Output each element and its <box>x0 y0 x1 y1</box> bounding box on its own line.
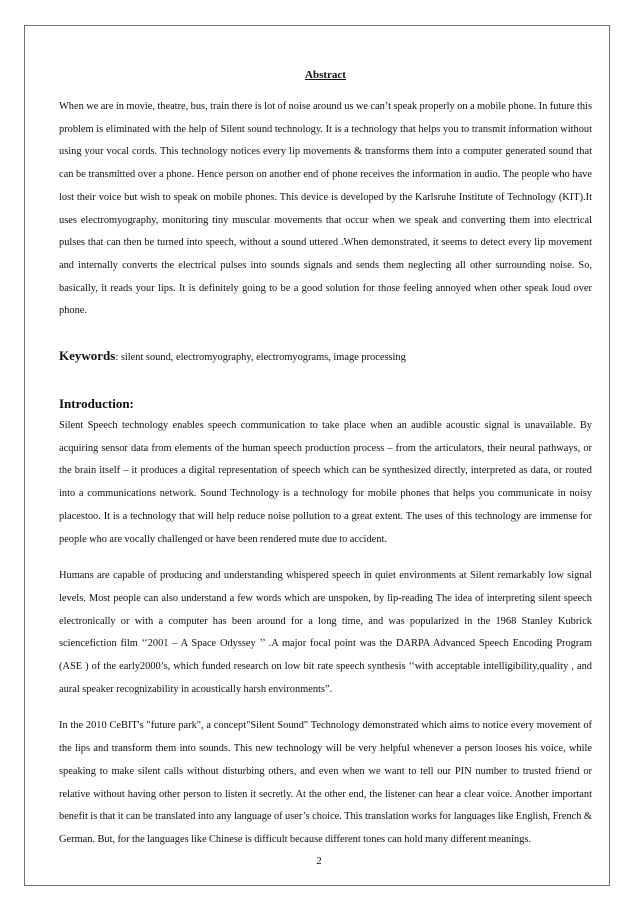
keywords-line <box>59 345 592 369</box>
page-number: 2 <box>316 855 322 867</box>
introduction-paragraph-1: Silent Speech technology enables speech communication to take place when an audible acoustic signal is unavailable. By acquiring sensor data from elements of the human speech production process – from the articulators, their neural pathways, or the brain itself – it produces a digital representation of speech which can be synthesized directly, interpreted as data, or routed into a communications network. Sound Technology is a technology for mobile phones that helps you communicate in noisy placestoo. It is a technology that will help reduce noise pollution to a great extent. The uses of this technology are immense for people who are vocally challenged or have been rendered mute due to accident. <box>59 420 592 545</box>
keywords-text: : silent sound, electromyography, electromyograms, image processing <box>115 352 406 364</box>
introduction-paragraph-2: Humans are capable of producing and understanding whispered speech in quiet environments at Silent remarkably low signal levels. Most people can also understand a few words which are unspoken, by lip-reading The idea of interpreting silent speech electronically or with a computer has been around for a long time, and was popularized in the 1968 Stanley Kubrick sciencefiction film ‘‘2001 – A Space Odyssey ’’ .A major focal point was the DARPA Advanced Speech Encoding Program (ASE ) of the early2000’s, which funded research on low bit rate speech synthesis ‘‘with acceptable intelligibility,quality , and aural speaker recognizability in acoustically harsh environments”. <box>59 570 592 695</box>
introduction-paragraph-3: In the 2010 CeBIT's "future park", a concept"Silent Sound" Technology demonstrated which aims to notice every movement of the lips and transform them into sounds. This new technology will be very helpful whenever a person looses his voice, while speaking to make silent calls without disturbing others, and even when we want to tell our PIN number to trusted friend or relative without having other person to listen it secretly. At the other end, the listener can hear a clear voice. Another important benefit is that it can be translated into any language of user’s choice. This translation works for languages like English, French & German. But, for the languages like Chinese is difficult because different tones can hold many different meanings. <box>59 720 592 845</box>
document-body <box>59 66 592 852</box>
abstract-paragraph: When we are in movie, theatre, bus, train there is lot of noise around us we can’t speak properly on a mobile phone. In future this problem is eliminated with the help of Silent sound technology. It is a technology that helps you to transmit information without using your vocal cords. This technology notices every lip movements & transforms them into a computer generated sound that can be transmitted over a phone. Hence person on another end of phone receives the information in audio. The people who have lost their voice but wish to speak on mobile phones. This device is developed by the Karlsruhe Institute of Technology (KIT).It uses electromyography, monitoring tiny muscular movements that occur when we speak and converting them into electrical pulses that can then be turned into speech, without a sound uttered .When demonstrated, it seems to detect every lip movement and internally converts the electrical pulses into sounds signals and sends them neglecting all other surrounding noise. So, basically, it reads your lips. It is definitely going to be a good solution for those feeling annoyed when other speak loud over phone. <box>59 101 592 317</box>
keywords-label: Keywords <box>59 348 116 364</box>
introduction-heading: Introduction: <box>59 396 134 412</box>
abstract-heading: Abstract <box>305 69 346 81</box>
